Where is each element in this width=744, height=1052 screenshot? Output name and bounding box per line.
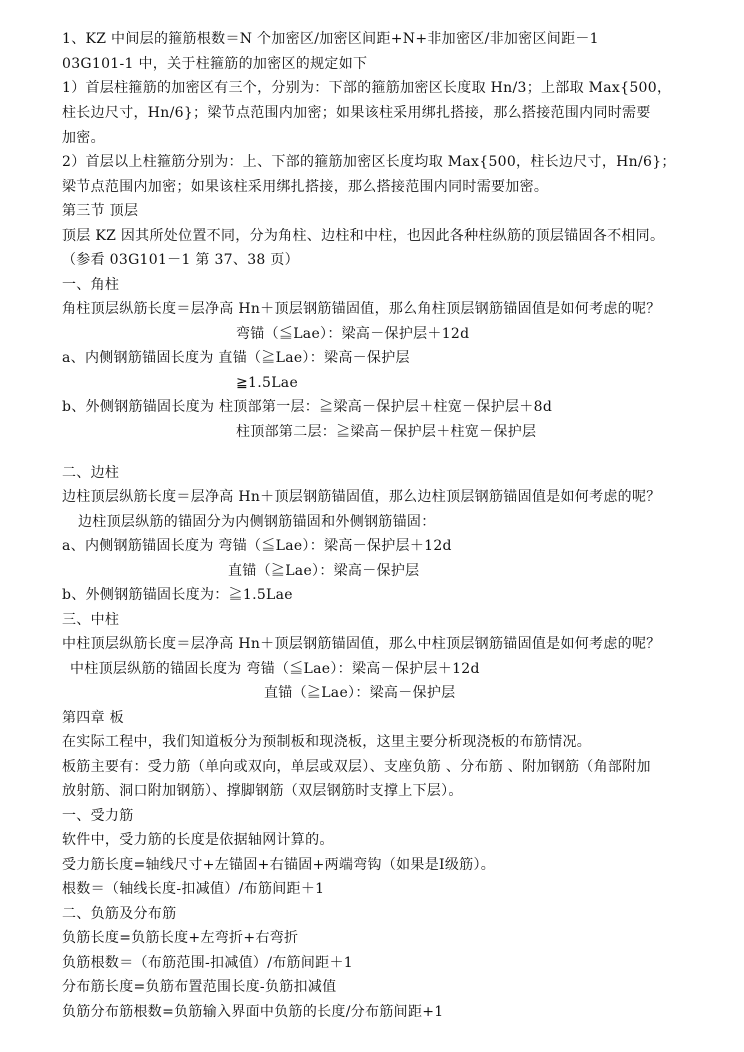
text-line: a、内侧钢筋锚固长度为 直锚（≧Lae）：梁高－保护层 xyxy=(62,350,410,366)
text-line: （参看 03G101－1 第 37、38 页） xyxy=(62,252,299,268)
text-line: 受力筋长度=轴线尺寸+左锚固+右锚固+两端弯钩（如果是Ⅰ级筋）。 xyxy=(62,857,496,873)
text-line: 边柱顶层纵筋的锚固分为内侧钢筋锚固和外侧钢筋锚固： xyxy=(78,514,436,530)
text-line: 柱顶部第二层：≧梁高－保护层＋柱宽－保护层 xyxy=(236,424,537,440)
text-line: 1）首层柱箍筋的加密区有三个，分别为：下部的箍筋加密区长度取 Hn/3；上部取 Max{500， xyxy=(62,80,672,96)
text-line: 梁节点范围内加密；如果该柱采用绑扎搭接，那么搭接范围内同时需要加密。 xyxy=(62,179,549,195)
text-line: 加密。 xyxy=(62,130,105,146)
text-line: 负筋根数＝（布筋范围-扣减值）/布筋间距＋1 xyxy=(62,955,353,971)
text-line: b、外侧钢筋锚固长度为 柱顶部第一层：≧梁高－保护层＋柱宽－保护层＋8d xyxy=(62,399,553,415)
text-line: 根数＝（轴线长度-扣减值）/布筋间距＋1 xyxy=(62,881,325,897)
text-line: 边柱顶层纵筋长度＝层净高 Hn＋顶层钢筋锚固值，那么边柱顶层钢筋锚固值是如何考虑的呢？ xyxy=(62,489,661,505)
text-line: 板筋主要有：受力筋（单向或双向，单层或双层）、支座负筋 、分布筋 、附加钢筋（角部附加 xyxy=(62,759,651,775)
text-line: a、内侧钢筋锚固长度为 弯锚（≦Lae）：梁高－保护层＋12d xyxy=(62,538,452,554)
text-line: 中柱顶层纵筋长度＝层净高 Hn＋顶层钢筋锚固值，那么中柱顶层钢筋锚固值是如何考虑的呢？ xyxy=(62,636,661,652)
section-heading: 一、受力筋 xyxy=(62,808,134,824)
text-line: 负筋分布筋根数=负筋输入界面中负筋的长度/分布筋间距+1 xyxy=(62,1004,444,1020)
section-heading: 一、角柱 xyxy=(62,277,120,293)
text-line: 放射筋、洞口附加钢筋）、撑脚钢筋（双层钢筋时支撑上下层）。 xyxy=(62,783,463,799)
text-line: ≧1.5Lae xyxy=(236,375,299,391)
text-line: 顶层 KZ 因其所处位置不同，分为角柱、边柱和中柱，也因此各种柱纵筋的顶层锚固各不相同。 xyxy=(62,228,665,244)
text-line: 直锚（≧Lae）：梁高－保护层 xyxy=(264,685,456,701)
text-line: 弯锚（≦Lae）：梁高－保护层＋12d xyxy=(236,326,470,342)
text-line: b、外侧钢筋锚固长度为：≧1.5Lae xyxy=(62,587,293,603)
text-line: 角柱顶层纵筋长度＝层净高 Hn＋顶层钢筋锚固值，那么角柱顶层钢筋锚固值是如何考虑的呢？ xyxy=(62,301,661,317)
text-line: 直锚（≧Lae）：梁高－保护层 xyxy=(228,563,420,579)
text-line: 03G101-1 中，关于柱箍筋的加密区的规定如下 xyxy=(62,56,368,72)
section-heading: 三、中柱 xyxy=(62,612,120,628)
text-line: 分布筋长度=负筋布置范围长度-负筋扣减值 xyxy=(62,979,337,995)
text-line: 中柱顶层纵筋的锚固长度为 弯锚（≦Lae）：梁高－保护层＋12d xyxy=(70,661,480,677)
section-heading: 二、负筋及分布筋 xyxy=(62,906,177,922)
text-line: 在实际工程中，我们知道板分为预制板和现浇板，这里主要分析现浇板的布筋情况。 xyxy=(62,734,592,750)
text-line: 软件中，受力筋的长度是依据轴网计算的。 xyxy=(62,832,334,848)
section-heading: 二、边柱 xyxy=(62,465,120,481)
text-line: 2）首层以上柱箍筋分别为：上、下部的箍筋加密区长度均取 Max{500，柱长边尺寸，Hn/6}； xyxy=(62,154,676,170)
text-line: 1、KZ 中间层的箍筋根数＝N 个加密区/加密区间距+N+非加密区/非加密区间距－1 xyxy=(62,31,599,47)
chapter-heading: 第四章 板 xyxy=(62,710,124,726)
text-line: 负筋长度=负筋长度+左弯折+右弯折 xyxy=(62,930,299,946)
text-line: 柱长边尺寸，Hn/6}；梁节点范围内加密；如果该柱采用绑扎搭接，那么搭接范围内同时需要 xyxy=(62,105,651,121)
section-heading: 第三节 顶层 xyxy=(62,203,139,219)
